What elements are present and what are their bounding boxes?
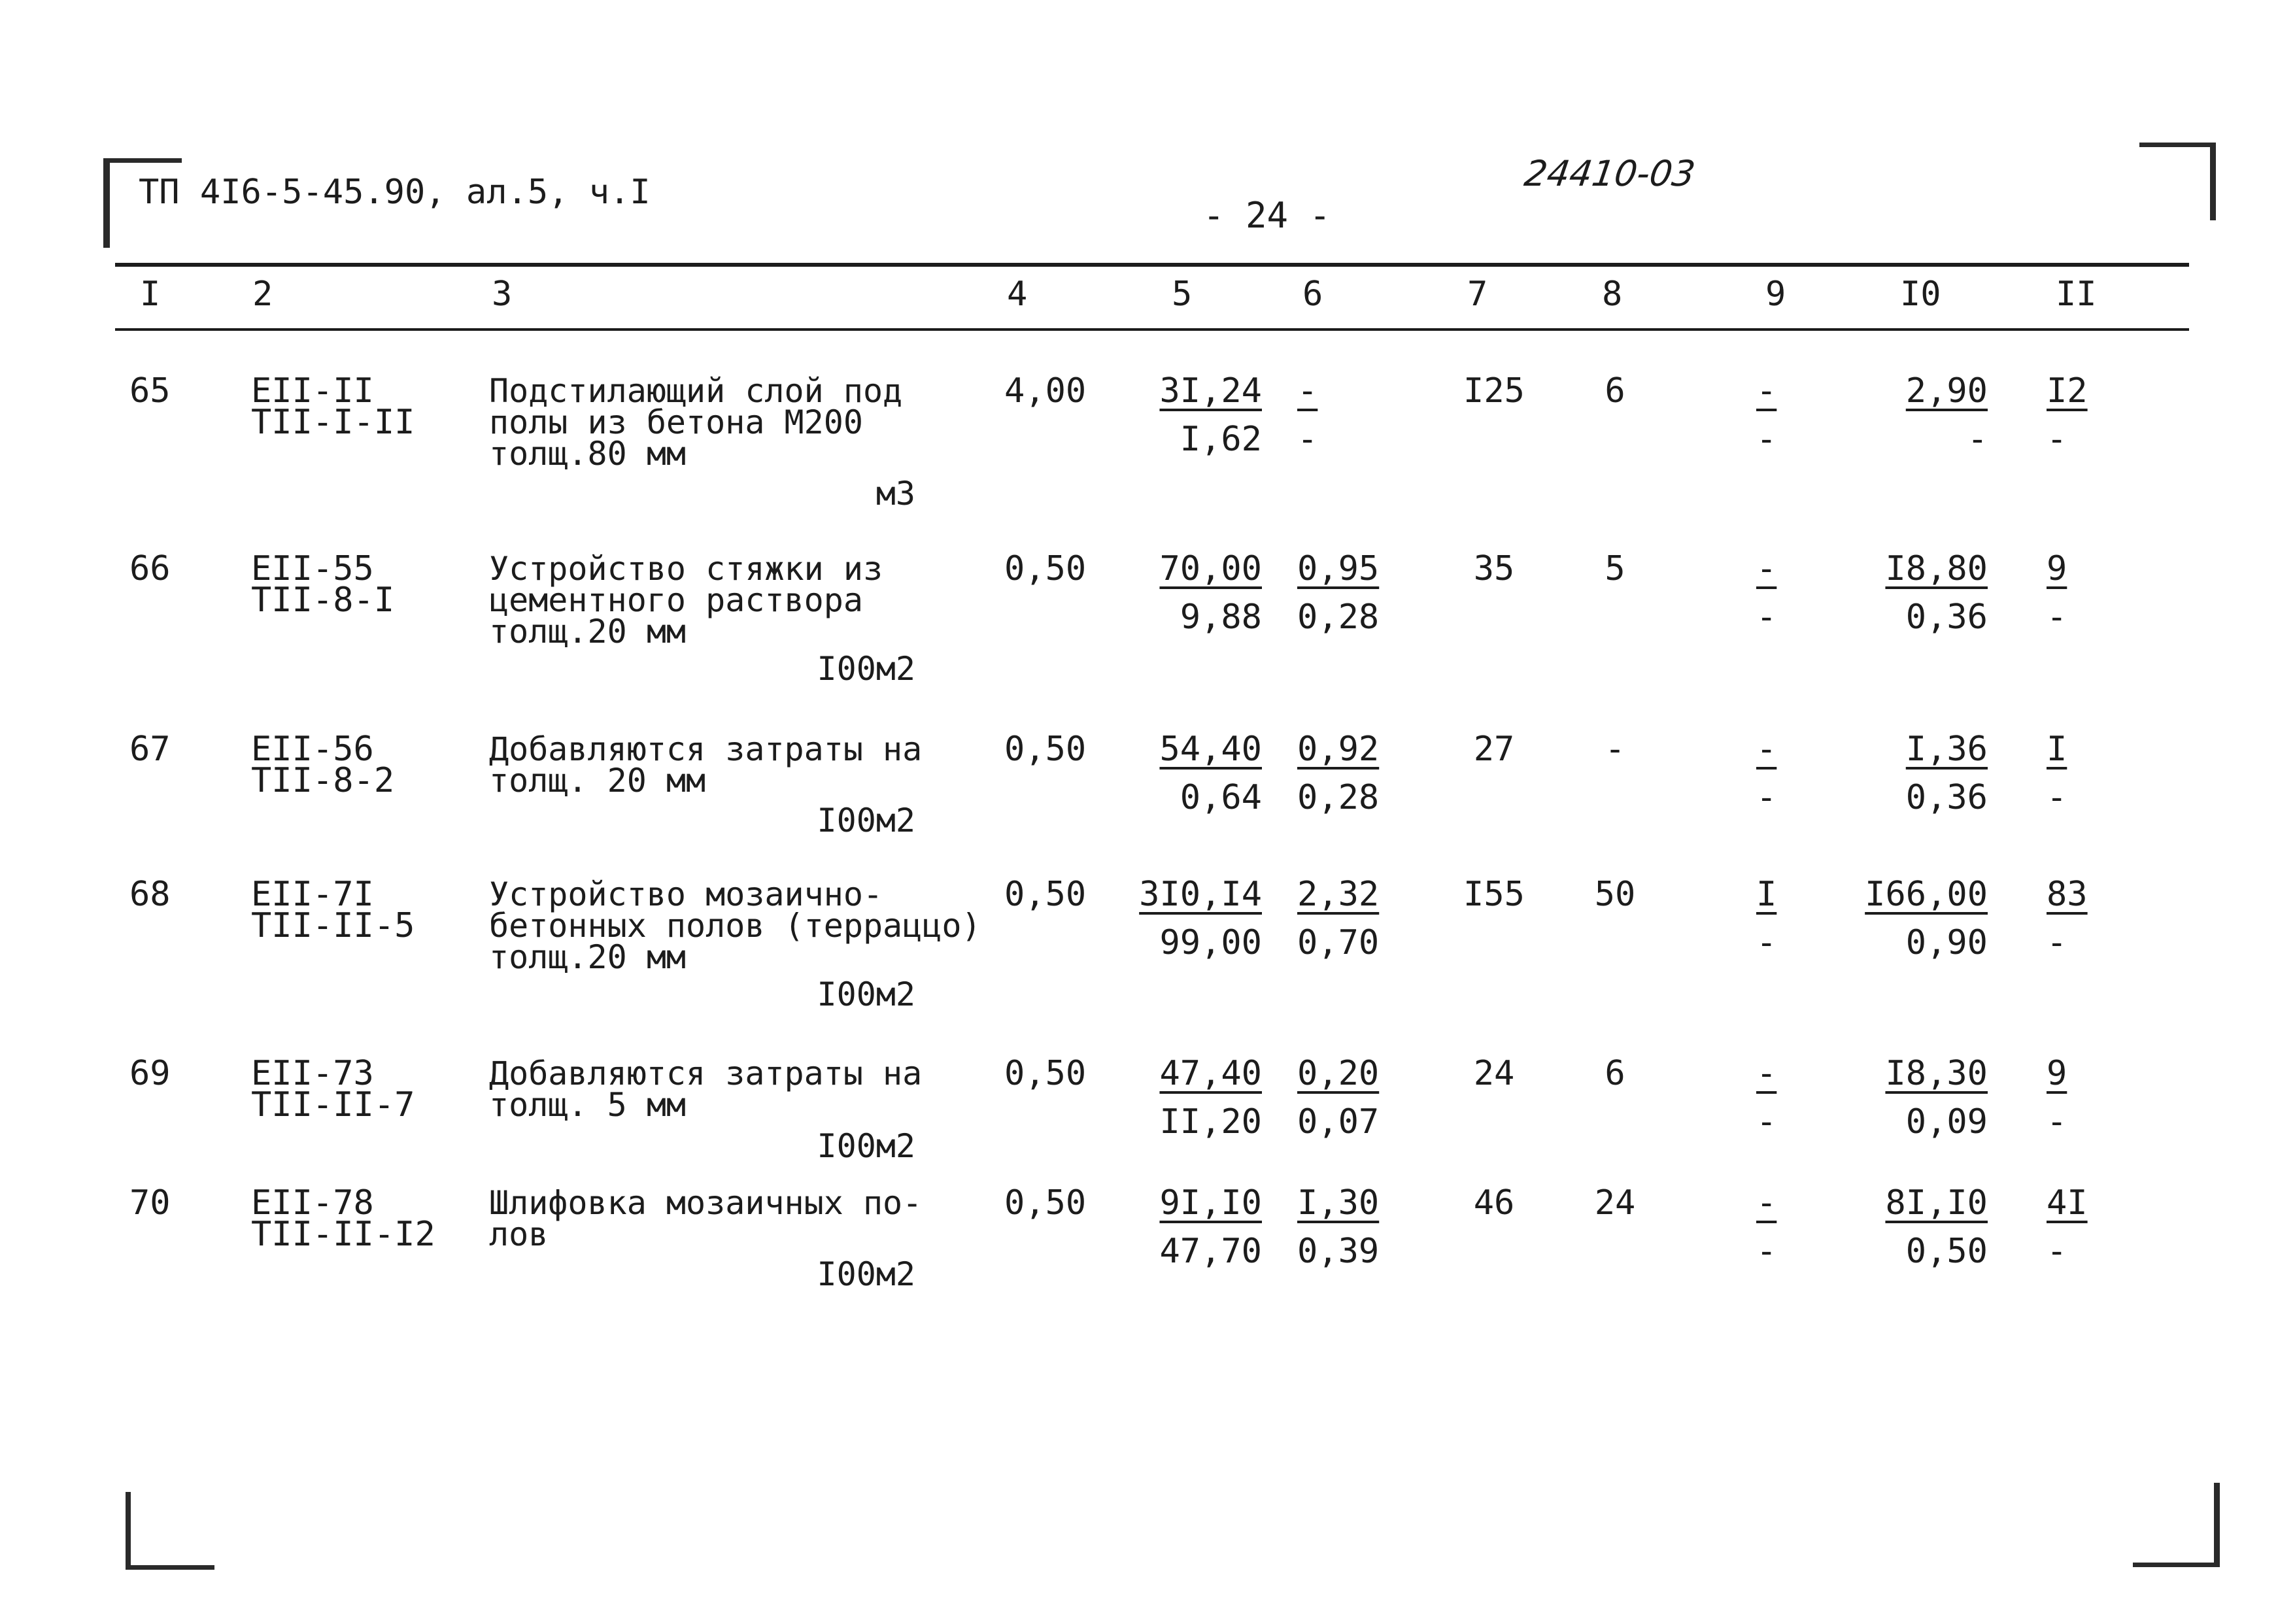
work-description: Добавляются затраты на [489,1055,923,1092]
column-11-sub: - [2047,1102,2067,1142]
table-header-rule [115,328,2189,331]
item-code: TII-8-I [251,581,395,620]
machine-cost: 0,20 [1297,1054,1380,1093]
handwritten-stamp: 24410-03 [1522,153,1698,194]
column-11-sub: - [2047,923,2067,962]
item-code: TII-II-5 [251,906,415,945]
work-description: лов [489,1215,549,1253]
column-header-10: I0 [1900,275,1941,314]
cost-total: 47,40 [1159,1054,1262,1093]
column-10-value: I66,00 [1865,875,1988,914]
column-9-sub: - [1756,598,1777,637]
item-code: EII-55 [251,549,374,588]
work-description: толщ. 20 мм [489,762,706,800]
column-9-sub: - [1756,1102,1777,1142]
cost-wages: 99,00 [1159,923,1262,962]
labor-cost: 27 [1473,730,1515,769]
cost-total: 9I,I0 [1159,1183,1262,1223]
labor-hours: 24 [1594,1183,1636,1223]
column-header-7: 7 [1467,275,1488,314]
unit-of-measure: I00м2 [817,1255,915,1293]
machine-wages: 0,28 [1297,778,1380,817]
corner-mark-top-right [2139,143,2216,220]
column-11-sub: - [2047,1232,2067,1271]
column-9-value: - [1756,549,1777,588]
quantity: 0,50 [1004,730,1087,769]
column-11-sub: - [2047,598,2067,637]
work-description: цементного раствора [489,581,863,619]
cost-total: 70,00 [1159,549,1262,588]
cost-total: 3I0,I4 [1139,875,1262,914]
corner-mark-bottom-right [2133,1483,2220,1567]
labor-cost: 35 [1473,549,1515,588]
unit-of-measure: I00м2 [817,802,915,839]
machine-cost: - [1297,371,1318,411]
machine-wages: 0,07 [1297,1102,1380,1142]
item-code: EII-7I [251,875,374,914]
column-9-sub: - [1756,1232,1777,1271]
row-number: 69 [129,1054,171,1093]
column-10-value: 8I,I0 [1885,1183,1988,1223]
column-header-2: 2 [252,275,273,314]
column-10-sub: 0,90 [1905,923,1988,962]
quantity: 0,50 [1004,1183,1087,1223]
machine-cost: I,30 [1297,1183,1380,1223]
column-10-sub: 0,36 [1905,778,1988,817]
column-10-value: I8,80 [1885,549,1988,588]
column-9-sub: - [1756,420,1777,459]
column-11-sub: - [2047,420,2067,459]
machine-cost: 2,32 [1297,875,1380,914]
column-header-9: 9 [1765,275,1786,314]
column-10-value: I,36 [1905,730,1988,769]
column-9-sub: - [1756,923,1777,962]
labor-cost: 46 [1473,1183,1515,1223]
column-header-8: 8 [1602,275,1623,314]
work-description: Устройство стяжки из [489,550,883,588]
labor-hours: 6 [1605,1054,1625,1093]
column-10-sub: 0,09 [1905,1102,1988,1142]
row-number: 67 [129,730,171,769]
work-description: Добавляются затраты на [489,730,923,768]
cost-wages: I,62 [1180,420,1262,459]
column-header-1: I [140,275,161,314]
machine-wages: 0,28 [1297,598,1380,637]
row-number: 66 [129,549,171,588]
labor-hours: 5 [1605,549,1625,588]
unit-of-measure: м3 [876,475,915,513]
cost-wages: II,20 [1159,1102,1262,1142]
column-11-value: I [2047,730,2067,769]
row-number: 65 [129,371,171,411]
column-10-sub: 0,36 [1905,598,1988,637]
column-9-value: - [1756,1183,1777,1223]
column-header-4: 4 [1007,275,1028,314]
column-9-value: - [1756,1054,1777,1093]
item-code: TII-II-7 [251,1085,415,1125]
page-number: - 24 - [1203,195,1331,236]
item-code: TII-8-2 [251,761,395,800]
column-10-value: I8,30 [1885,1054,1988,1093]
column-header-3: 3 [492,275,513,314]
column-11-value: 83 [2047,875,2088,914]
item-code: EII-73 [251,1054,374,1093]
labor-hours: 50 [1594,875,1636,914]
machine-wages: 0,70 [1297,923,1380,962]
column-9-value: - [1756,371,1777,411]
column-10-sub: 0,50 [1905,1232,1988,1271]
item-code: TII-I-II [251,403,415,442]
column-11-value: 4I [2047,1183,2088,1223]
column-9-value: - [1756,730,1777,769]
work-description: Подстилающий слой под [489,372,903,410]
work-description: толщ.80 мм [489,435,687,473]
column-10-sub: - [1967,420,1988,459]
labor-hours: 6 [1605,371,1625,411]
document-id: ТП 4I6-5-45.90, ал.5, ч.I [139,173,651,212]
unit-of-measure: I00м2 [817,1127,915,1165]
row-number: 68 [129,875,171,914]
cost-wages: 0,64 [1180,778,1262,817]
row-number: 70 [129,1183,171,1223]
labor-cost: I25 [1463,371,1525,411]
item-code: TII-II-I2 [251,1215,435,1254]
column-11-value: 9 [2047,549,2067,588]
quantity: 0,50 [1004,875,1087,914]
quantity: 0,50 [1004,1054,1087,1093]
work-description: толщ.20 мм [489,938,687,976]
column-9-sub: - [1756,778,1777,817]
labor-hours: - [1605,730,1625,769]
corner-mark-bottom-left [126,1492,214,1570]
column-header-5: 5 [1172,275,1193,314]
cost-total: 54,40 [1159,730,1262,769]
machine-wages: - [1297,420,1318,459]
work-description: бетонных полов (терраццо) [489,907,981,945]
work-description: толщ.20 мм [489,613,687,651]
column-9-value: I [1756,875,1777,914]
column-11-value: 9 [2047,1054,2067,1093]
column-header-11: II [2056,275,2097,314]
column-11-sub: - [2047,778,2067,817]
machine-cost: 0,95 [1297,549,1380,588]
table-top-rule [115,263,2189,267]
cost-wages: 47,70 [1159,1232,1262,1271]
work-description: Устройство мозаично- [489,875,883,913]
cost-total: 3I,24 [1159,371,1262,411]
column-11-value: I2 [2047,371,2088,411]
quantity: 4,00 [1004,371,1087,411]
unit-of-measure: I00м2 [817,975,915,1013]
item-code: EII-II [251,371,374,411]
machine-wages: 0,39 [1297,1232,1380,1271]
column-header-6: 6 [1302,275,1323,314]
work-description: Шлифовка мозаичных по- [489,1184,923,1222]
work-description: полы из бетона М200 [489,403,863,441]
labor-cost: 24 [1473,1054,1515,1093]
item-code: EII-78 [251,1183,374,1223]
quantity: 0,50 [1004,549,1087,588]
column-10-value: 2,90 [1905,371,1988,411]
unit-of-measure: I00м2 [817,650,915,688]
labor-cost: I55 [1463,875,1525,914]
work-description: толщ. 5 мм [489,1086,687,1124]
cost-wages: 9,88 [1180,598,1262,637]
item-code: EII-56 [251,730,374,769]
machine-cost: 0,92 [1297,730,1380,769]
